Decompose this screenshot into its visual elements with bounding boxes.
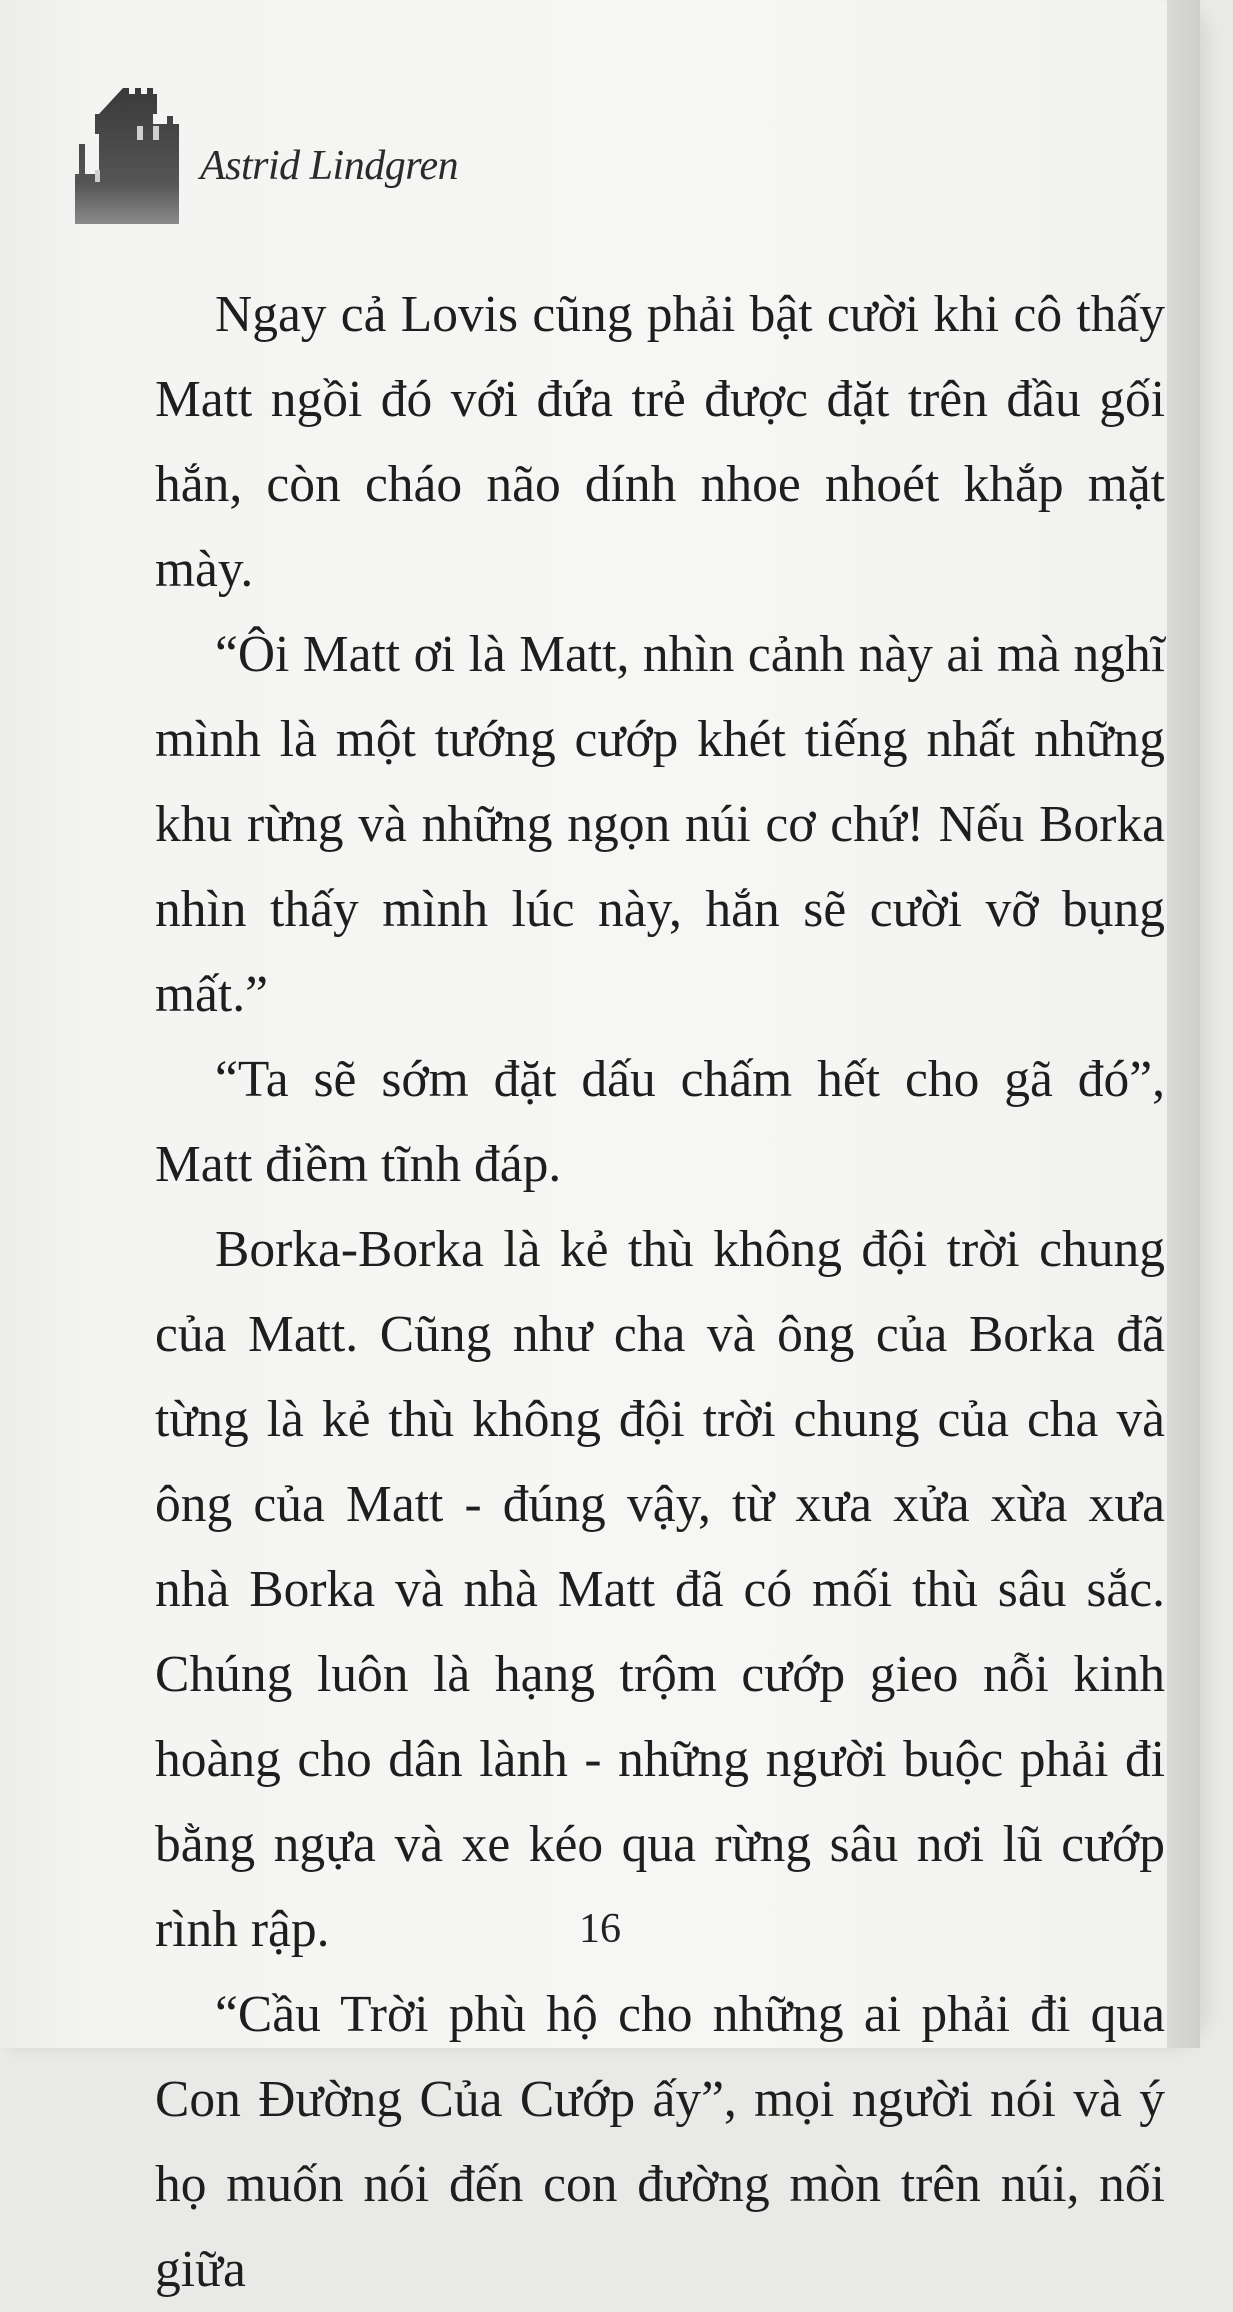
paragraph: “Ôi Matt ơi là Matt, nhìn cảnh này ai mà nghĩ mình là một tướng cướp khét tiếng nhất những khu rừng và những ngọn núi cơ chứ! Nếu Borka nhìn thấy mình lúc này, hắn sẽ cười vỡ bụng mất.” [155,626,1165,1023]
page-edge [1167,0,1200,2048]
paragraph: Borka-Borka là kẻ thù không đội trời chung của Matt. Cũng như cha và ông của Borka đã từng là kẻ thù không đội trời chung của cha và ông của Matt - đúng vậy, từ xưa xửa xừa xưa nhà Borka và nhà Matt đã có mối thù sâu sắc. Chúng luôn là hạng trộm cướp gieo nỗi kinh hoàng cho dân lành - những người buộc phải đi bằng ngựa và xe kéo qua rừng sâu nơi lũ cướp rình rập. [155,1221,1165,1958]
body-text [155,272,1165,2312]
paragraph: Ngay cả Lovis cũng phải bật cười khi cô thấy Matt ngồi đó với đứa trẻ được đặt trên đầu gối hắn, còn cháo não dính nhoe nhoét khắp mặt mày. [155,286,1165,598]
page-number: 16 [579,1906,621,1952]
author-name: Astrid Lindgren [200,143,459,189]
castle-tower-icon [75,80,185,250]
running-header [75,80,575,250]
paragraph: “Cầu Trời phù hộ cho những ai phải đi qua Con Đường Của Cướp ấy”, mọi người nói và ý họ muốn nói đến con đường mòn trên núi, nối giữa [155,1986,1165,2298]
paragraph: “Ta sẽ sớm đặt dấu chấm hết cho gã đó”, Matt điềm tĩnh đáp. [155,1051,1165,1193]
